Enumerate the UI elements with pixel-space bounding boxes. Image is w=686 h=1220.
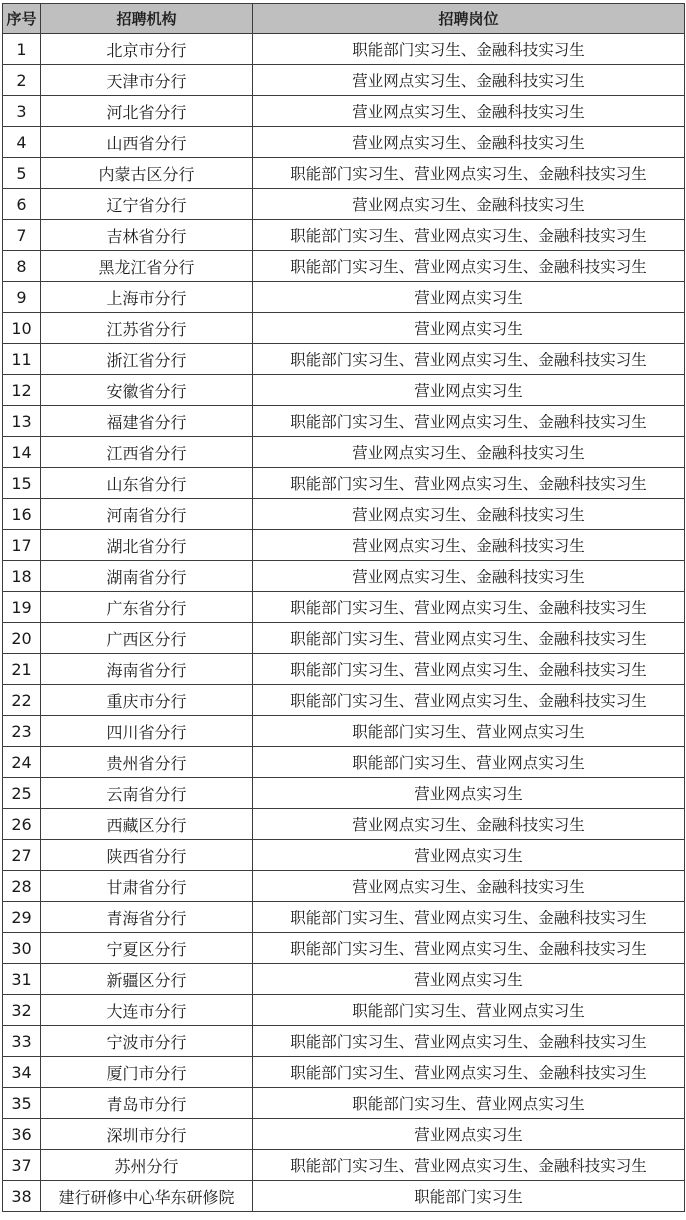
row-index-cell: 25: [3, 778, 41, 809]
row-org-cell: 青岛市分行: [41, 1088, 253, 1119]
header-org: 招聘机构: [41, 4, 253, 34]
row-position-cell: 职能部门实习生: [253, 1181, 685, 1212]
table-row: [3, 933, 685, 964]
row-org-cell: 山东省分行: [41, 468, 253, 499]
row-org-cell: 贵州省分行: [41, 747, 253, 778]
row-position-cell: 营业网点实习生、金融科技实习生: [253, 499, 685, 530]
header-index: 序号: [3, 4, 41, 34]
row-org-cell: 内蒙古区分行: [41, 158, 253, 189]
row-index-cell: 2: [3, 65, 41, 96]
row-position-cell: 职能部门实习生、营业网点实习生、金融科技实习生: [253, 654, 685, 685]
table-row: [3, 685, 685, 716]
row-org-cell: 西藏区分行: [41, 809, 253, 840]
row-position-cell: 营业网点实习生、金融科技实习生: [253, 809, 685, 840]
table-row: [3, 251, 685, 282]
row-org-cell: 天津市分行: [41, 65, 253, 96]
row-org-cell: 甘肃省分行: [41, 871, 253, 902]
row-position-cell: 职能部门实习生、营业网点实习生: [253, 747, 685, 778]
row-position-cell: 营业网点实习生、金融科技实习生: [253, 561, 685, 592]
table-body: [3, 34, 685, 1212]
row-position-cell: 职能部门实习生、营业网点实习生、金融科技实习生: [253, 406, 685, 437]
row-index-cell: 35: [3, 1088, 41, 1119]
row-index-cell: 32: [3, 995, 41, 1026]
row-index-cell: 8: [3, 251, 41, 282]
row-index-cell: 18: [3, 561, 41, 592]
row-org-cell: 苏州分行: [41, 1150, 253, 1181]
row-position-cell: 职能部门实习生、营业网点实习生、金融科技实习生: [253, 933, 685, 964]
row-org-cell: 重庆市分行: [41, 685, 253, 716]
row-position-cell: 职能部门实习生、营业网点实习生、金融科技实习生: [253, 1150, 685, 1181]
table-row: [3, 313, 685, 344]
row-org-cell: 浙江省分行: [41, 344, 253, 375]
row-index-cell: 38: [3, 1181, 41, 1212]
row-position-cell: 职能部门实习生、营业网点实习生: [253, 995, 685, 1026]
row-position-cell: 职能部门实习生、营业网点实习生: [253, 1088, 685, 1119]
table-row: [3, 437, 685, 468]
row-index-cell: 11: [3, 344, 41, 375]
table-row: [3, 1150, 685, 1181]
row-position-cell: 职能部门实习生、营业网点实习生、金融科技实习生: [253, 158, 685, 189]
row-index-cell: 6: [3, 189, 41, 220]
table-row: [3, 871, 685, 902]
table-row: [3, 716, 685, 747]
table-row: [3, 809, 685, 840]
table-row: [3, 561, 685, 592]
table-row: [3, 1119, 685, 1150]
row-position-cell: 营业网点实习生: [253, 313, 685, 344]
row-index-cell: 29: [3, 902, 41, 933]
row-index-cell: 34: [3, 1057, 41, 1088]
table-row: [3, 65, 685, 96]
row-index-cell: 28: [3, 871, 41, 902]
row-position-cell: 营业网点实习生、金融科技实习生: [253, 96, 685, 127]
table-row: [3, 344, 685, 375]
row-index-cell: 7: [3, 220, 41, 251]
row-position-cell: 职能部门实习生、营业网点实习生、金融科技实习生: [253, 902, 685, 933]
row-position-cell: 营业网点实习生、金融科技实习生: [253, 871, 685, 902]
table-row: [3, 220, 685, 251]
table-row: [3, 530, 685, 561]
row-org-cell: 青海省分行: [41, 902, 253, 933]
table-row: [3, 189, 685, 220]
row-index-cell: 37: [3, 1150, 41, 1181]
row-index-cell: 5: [3, 158, 41, 189]
table-row: [3, 158, 685, 189]
row-org-cell: 上海市分行: [41, 282, 253, 313]
row-org-cell: 广西区分行: [41, 623, 253, 654]
row-org-cell: 河南省分行: [41, 499, 253, 530]
row-position-cell: 营业网点实习生: [253, 1119, 685, 1150]
row-position-cell: 职能部门实习生、营业网点实习生、金融科技实习生: [253, 592, 685, 623]
row-org-cell: 湖北省分行: [41, 530, 253, 561]
table-row: [3, 592, 685, 623]
table-row: [3, 1057, 685, 1088]
row-index-cell: 14: [3, 437, 41, 468]
row-org-cell: 黑龙江省分行: [41, 251, 253, 282]
row-index-cell: 24: [3, 747, 41, 778]
row-index-cell: 36: [3, 1119, 41, 1150]
table-row: [3, 1181, 685, 1212]
row-org-cell: 江苏省分行: [41, 313, 253, 344]
row-org-cell: 湖南省分行: [41, 561, 253, 592]
table-row: [3, 499, 685, 530]
header-row: [3, 4, 685, 34]
row-index-cell: 21: [3, 654, 41, 685]
row-index-cell: 31: [3, 964, 41, 995]
row-position-cell: 营业网点实习生、金融科技实习生: [253, 530, 685, 561]
row-position-cell: 营业网点实习生、金融科技实习生: [253, 127, 685, 158]
row-index-cell: 1: [3, 34, 41, 65]
row-org-cell: 大连市分行: [41, 995, 253, 1026]
row-position-cell: 职能部门实习生、营业网点实习生、金融科技实习生: [253, 468, 685, 499]
table-header: [3, 4, 685, 34]
row-position-cell: 职能部门实习生、营业网点实习生、金融科技实习生: [253, 623, 685, 654]
row-position-cell: 职能部门实习生、营业网点实习生、金融科技实习生: [253, 251, 685, 282]
row-index-cell: 9: [3, 282, 41, 313]
row-position-cell: 职能部门实习生、营业网点实习生、金融科技实习生: [253, 1057, 685, 1088]
row-index-cell: 20: [3, 623, 41, 654]
table-row: [3, 34, 685, 65]
table-row: [3, 96, 685, 127]
table-row: [3, 902, 685, 933]
row-org-cell: 建行研修中心华东研修院: [41, 1181, 253, 1212]
table-row: [3, 282, 685, 313]
recruitment-table: [2, 3, 685, 1212]
row-org-cell: 福建省分行: [41, 406, 253, 437]
row-index-cell: 3: [3, 96, 41, 127]
row-org-cell: 厦门市分行: [41, 1057, 253, 1088]
row-index-cell: 17: [3, 530, 41, 561]
row-index-cell: 27: [3, 840, 41, 871]
row-index-cell: 13: [3, 406, 41, 437]
row-org-cell: 新疆区分行: [41, 964, 253, 995]
row-org-cell: 海南省分行: [41, 654, 253, 685]
row-index-cell: 4: [3, 127, 41, 158]
table-row: [3, 778, 685, 809]
row-index-cell: 19: [3, 592, 41, 623]
row-index-cell: 15: [3, 468, 41, 499]
row-org-cell: 北京市分行: [41, 34, 253, 65]
row-org-cell: 陕西省分行: [41, 840, 253, 871]
row-org-cell: 江西省分行: [41, 437, 253, 468]
row-position-cell: 营业网点实习生、金融科技实习生: [253, 437, 685, 468]
row-org-cell: 安徽省分行: [41, 375, 253, 406]
table-row: [3, 747, 685, 778]
row-org-cell: 四川省分行: [41, 716, 253, 747]
row-index-cell: 26: [3, 809, 41, 840]
row-org-cell: 山西省分行: [41, 127, 253, 158]
table-row: [3, 995, 685, 1026]
table-row: [3, 840, 685, 871]
table-row: [3, 1026, 685, 1057]
row-index-cell: 23: [3, 716, 41, 747]
row-position-cell: 营业网点实习生: [253, 964, 685, 995]
row-org-cell: 吉林省分行: [41, 220, 253, 251]
row-org-cell: 深圳市分行: [41, 1119, 253, 1150]
table-row: [3, 375, 685, 406]
row-position-cell: 营业网点实习生: [253, 375, 685, 406]
row-org-cell: 广东省分行: [41, 592, 253, 623]
table-row: [3, 623, 685, 654]
table-row: [3, 964, 685, 995]
row-position-cell: 营业网点实习生: [253, 282, 685, 313]
row-position-cell: 职能部门实习生、营业网点实习生、金融科技实习生: [253, 685, 685, 716]
row-position-cell: 职能部门实习生、营业网点实习生、金融科技实习生: [253, 344, 685, 375]
table-row: [3, 654, 685, 685]
row-org-cell: 辽宁省分行: [41, 189, 253, 220]
row-position-cell: 营业网点实习生: [253, 840, 685, 871]
row-position-cell: 职能部门实习生、营业网点实习生: [253, 716, 685, 747]
row-org-cell: 云南省分行: [41, 778, 253, 809]
table-row: [3, 127, 685, 158]
table-row: [3, 1088, 685, 1119]
row-position-cell: 职能部门实习生、营业网点实习生、金融科技实习生: [253, 1026, 685, 1057]
table-row: [3, 468, 685, 499]
row-index-cell: 33: [3, 1026, 41, 1057]
row-index-cell: 30: [3, 933, 41, 964]
row-org-cell: 宁波市分行: [41, 1026, 253, 1057]
row-index-cell: 22: [3, 685, 41, 716]
row-index-cell: 16: [3, 499, 41, 530]
row-org-cell: 河北省分行: [41, 96, 253, 127]
row-position-cell: 职能部门实习生、金融科技实习生: [253, 34, 685, 65]
header-position: 招聘岗位: [253, 4, 685, 34]
row-position-cell: 营业网点实习生、金融科技实习生: [253, 65, 685, 96]
row-index-cell: 10: [3, 313, 41, 344]
row-position-cell: 职能部门实习生、营业网点实习生、金融科技实习生: [253, 220, 685, 251]
row-index-cell: 12: [3, 375, 41, 406]
table-row: [3, 406, 685, 437]
row-org-cell: 宁夏区分行: [41, 933, 253, 964]
row-position-cell: 营业网点实习生、金融科技实习生: [253, 189, 685, 220]
row-position-cell: 营业网点实习生: [253, 778, 685, 809]
